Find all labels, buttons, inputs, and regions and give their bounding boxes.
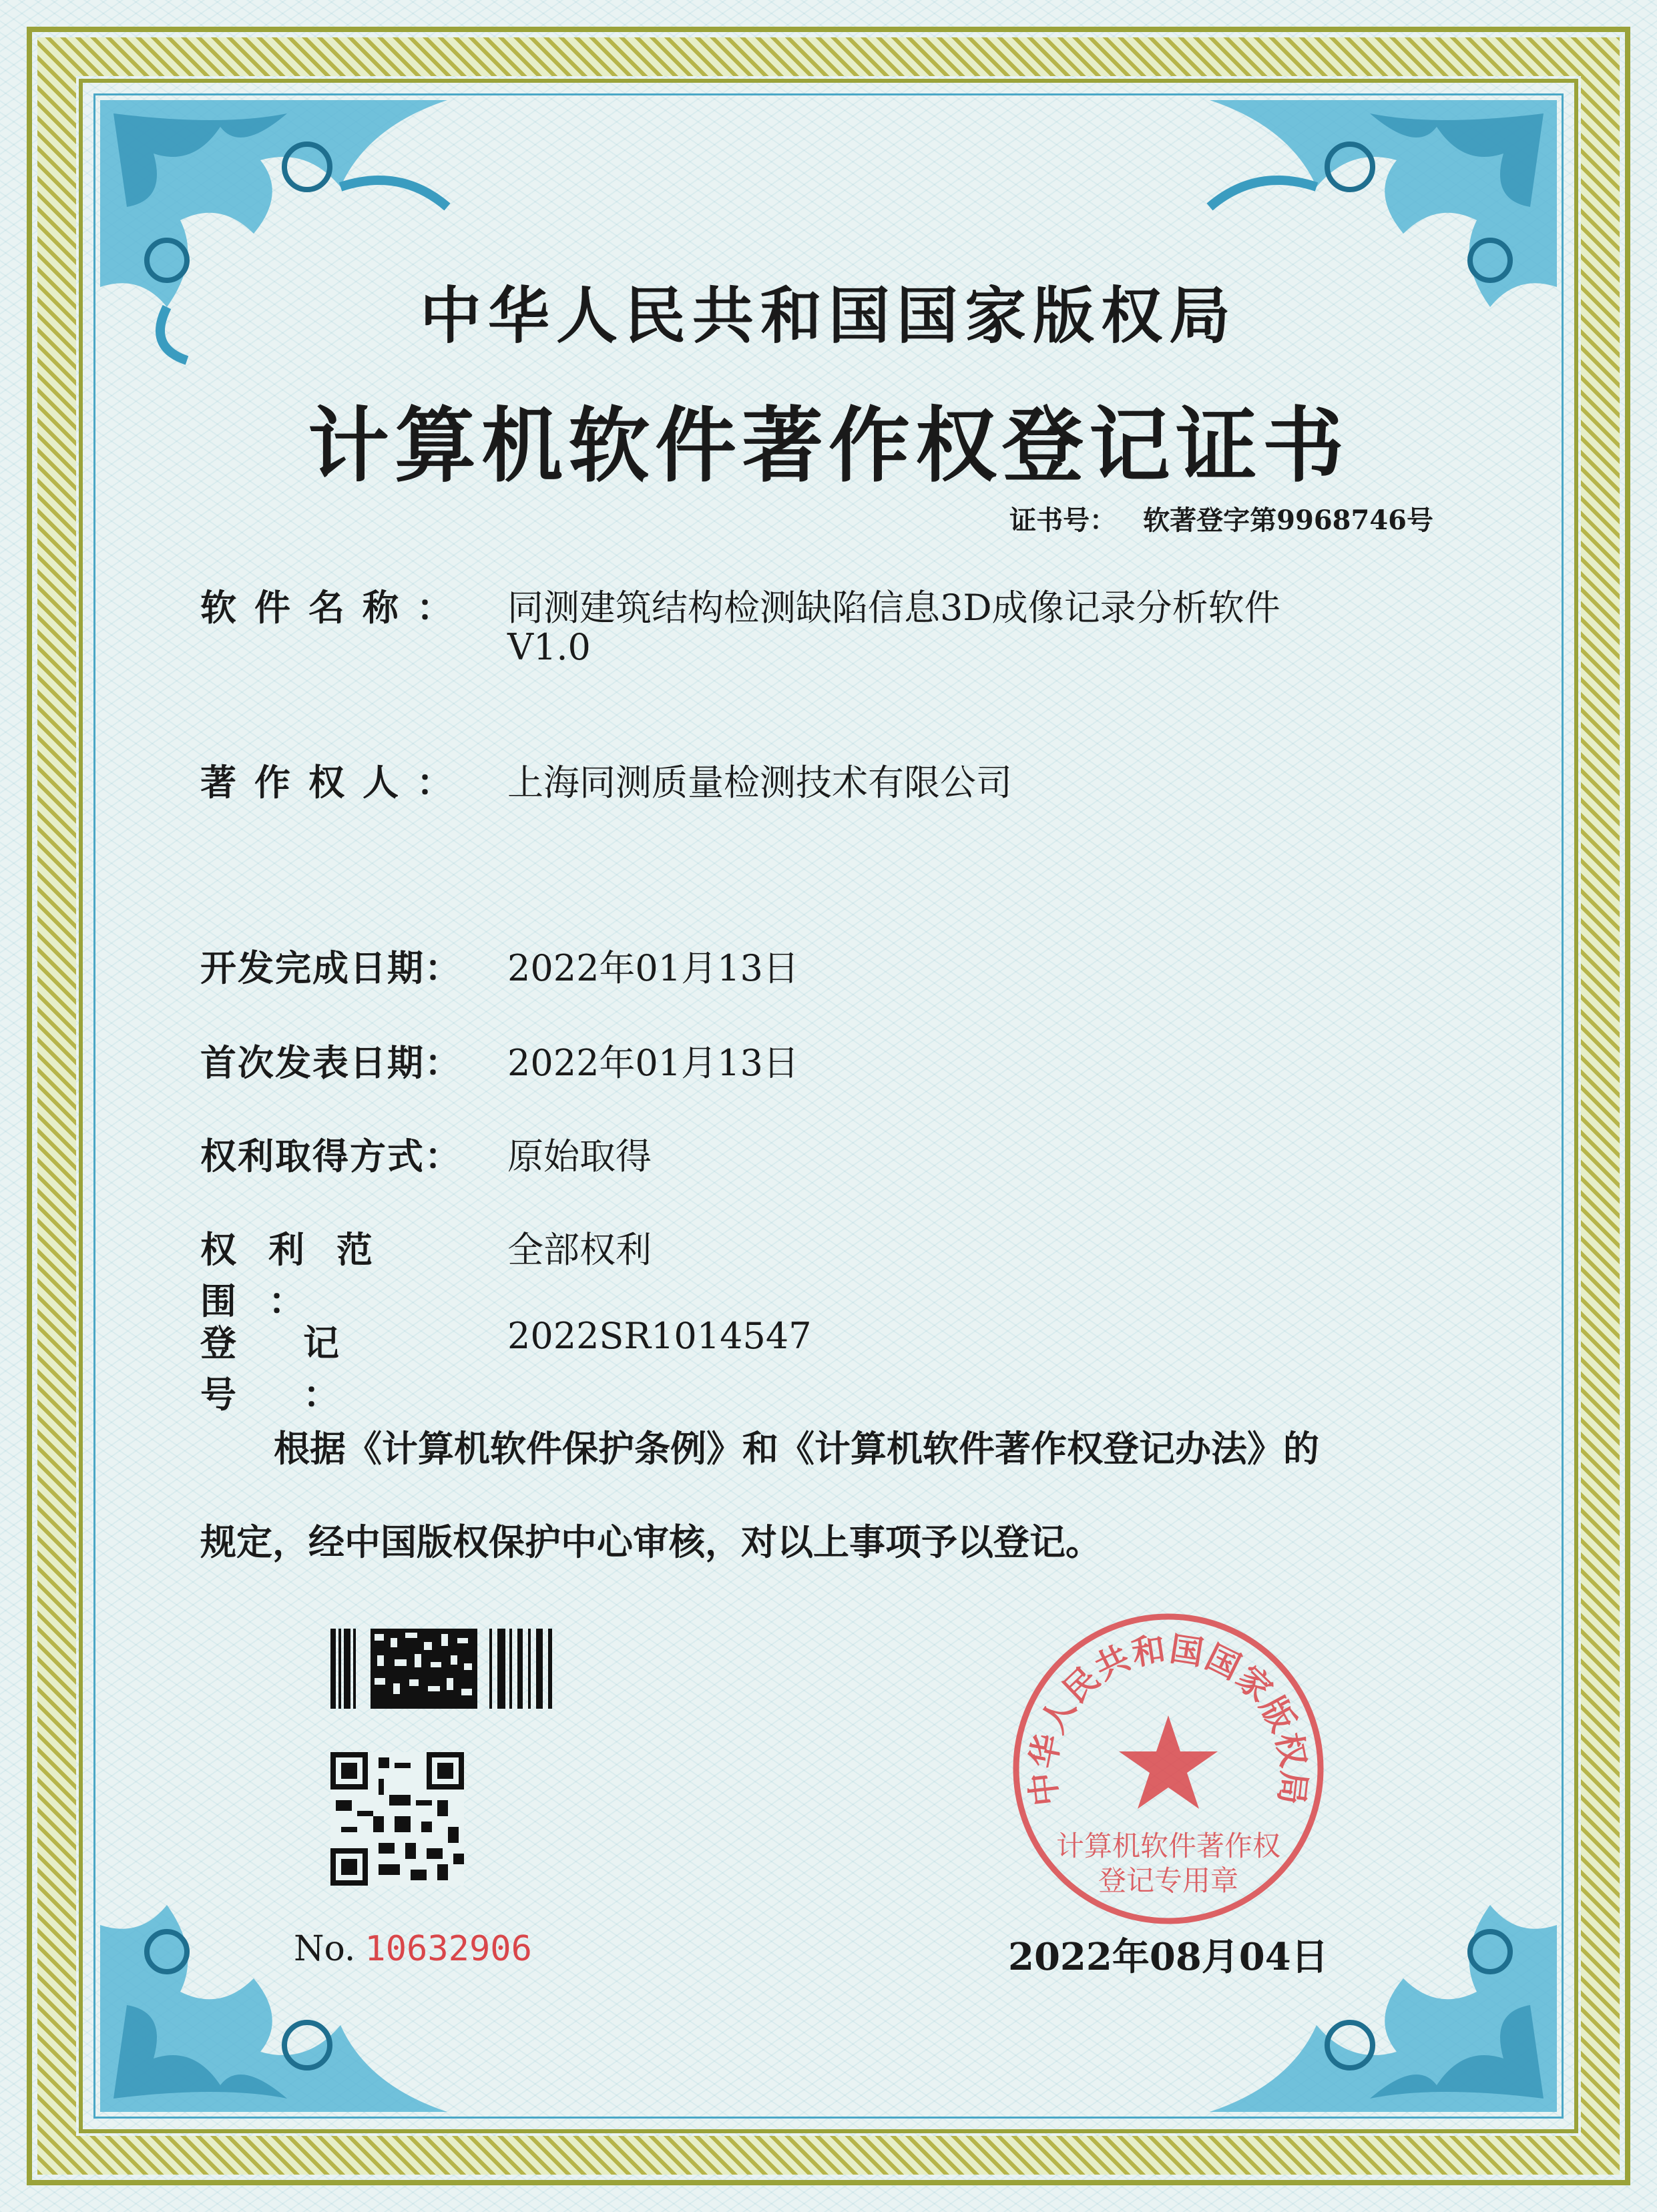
serial-number-label: No. — [294, 1929, 356, 1969]
rights-scope-value: 全部权利 — [507, 1229, 652, 1271]
official-seal — [1008, 1609, 1329, 1929]
registration-number-value: 2022SR1014547 — [507, 1315, 812, 1357]
barcode — [330, 1629, 557, 1709]
serial-number-value: 10632906 — [365, 1929, 532, 1969]
field-software-name — [200, 579, 1280, 668]
qr-code — [330, 1752, 464, 1886]
field-dev-date — [200, 940, 799, 991]
pub-date-label: 首次发表日期： — [200, 1041, 462, 1084]
statement-line-1: 根据《计算机软件保护条例》和《计算机软件著作权登记办法》的 — [274, 1427, 1319, 1470]
acquire-method-label: 权利取得方式： — [200, 1135, 462, 1177]
statement-line-2: 规定，经中国版权保护中心审核，对以上事项予以登记。 — [200, 1520, 1102, 1563]
field-pub-date — [200, 1035, 799, 1086]
issuer-title: 中华人民共和国国家版权局 — [419, 280, 1237, 352]
software-version-value: V1.0 — [507, 626, 591, 668]
field-acquire-method — [200, 1128, 652, 1179]
dev-date-label: 开发完成日期： — [200, 946, 462, 989]
field-registration-number — [200, 1315, 812, 1418]
rights-scope-label: 权利范围： — [200, 1228, 405, 1322]
issue-date: 2022年08月04日 — [1008, 1935, 1329, 1979]
registration-number-label: 登记号： — [200, 1322, 406, 1416]
acquire-method-value: 原始取得 — [507, 1135, 652, 1177]
certificate-number — [1009, 499, 1433, 537]
seal-star-icon — [1119, 1715, 1218, 1809]
software-name-value: 同测建筑结构检测缺陷信息3D成像记录分析软件 — [507, 587, 1280, 629]
field-owner — [200, 754, 1012, 806]
seal-inner-line-1: 计算机软件著作权 — [1055, 1830, 1281, 1862]
serial-number — [294, 1929, 532, 1969]
pub-date-value: 2022年01月13日 — [507, 1042, 799, 1084]
certificate-number-label: 证书号： — [1009, 505, 1117, 536]
field-rights-scope — [200, 1221, 652, 1324]
seal-outer-text: 中华人民共和国国家版权局 — [1023, 1629, 1314, 1808]
corner-ornament-bottom-left — [87, 1845, 461, 2125]
certificate-number-value: 软著登字第9968746号 — [1143, 505, 1433, 536]
certificate-title: 计算机软件著作权登记证书 — [308, 397, 1349, 493]
seal-inner-line-2: 登记专用章 — [1098, 1864, 1239, 1897]
dev-date-value: 2022年01月13日 — [507, 947, 799, 989]
owner-value: 上海同测质量检测技术有限公司 — [507, 762, 1012, 804]
software-name-label: 软件名称： — [200, 586, 471, 629]
owner-label: 著作权人： — [200, 761, 471, 804]
